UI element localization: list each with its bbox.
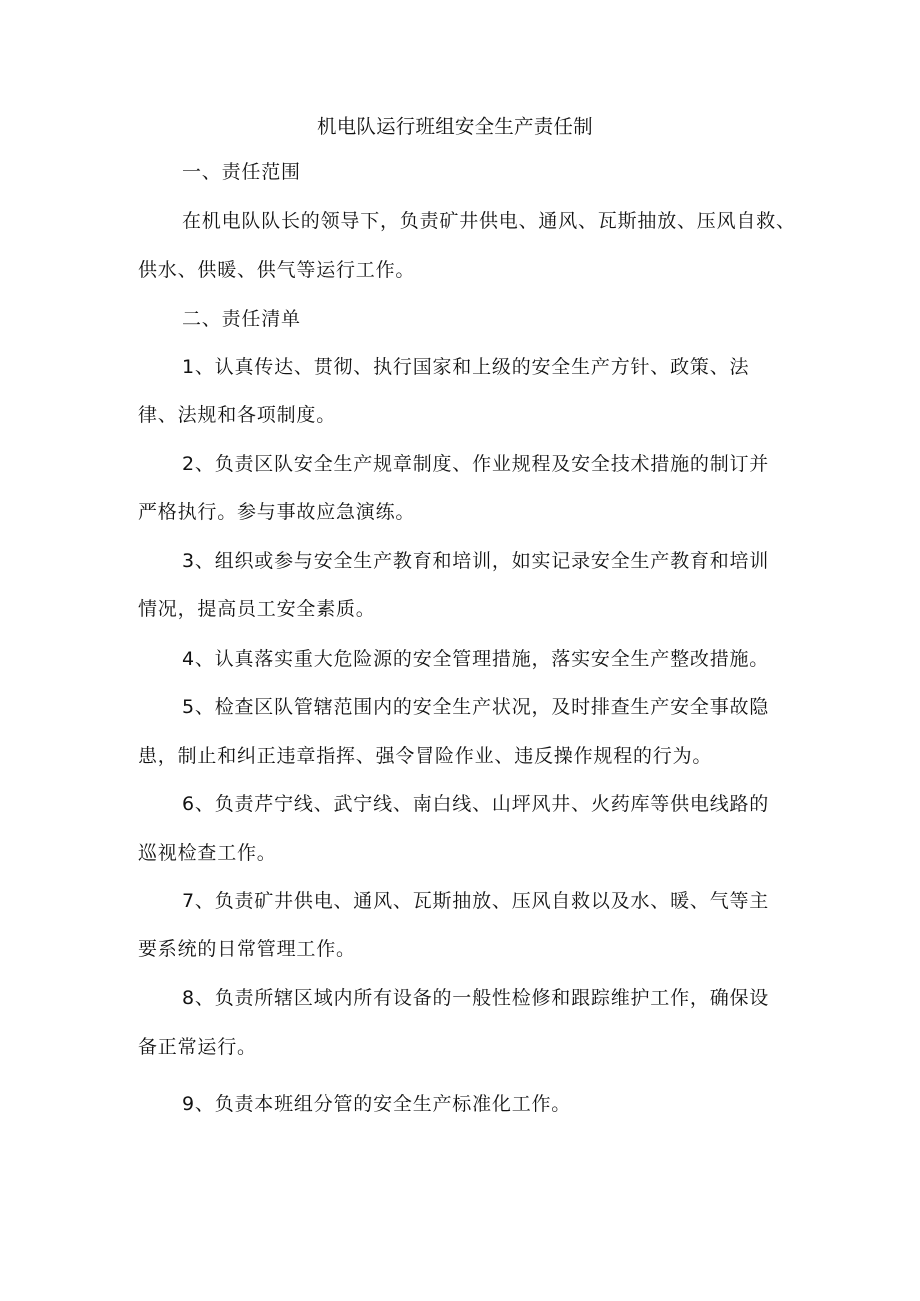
section-heading-scope: 一、责任范围	[182, 161, 301, 183]
scope-text-line-1: 在机电队队长的领导下，负责矿井供电、通风、瓦斯抽放、压风自救、	[182, 210, 796, 232]
list-item-6-line-1: 6、负责芹宁线、武宁线、南白线、山坪风井、火药库等供电线路的	[182, 793, 770, 815]
scope-text-line-2: 供水、供暖、供气等运行工作。	[138, 259, 416, 281]
list-item-7-line-2: 要系统的日常管理工作。	[138, 938, 356, 960]
list-item-8-line-1: 8、负责所辖区域内所有设备的一般性检修和跟踪维护工作，确保设	[182, 987, 770, 1009]
section-heading-list: 二、责任清单	[182, 308, 301, 330]
list-item-2-line-1: 2、负责区队安全生产规章制度、作业规程及安全技术措施的制订并	[182, 453, 770, 475]
list-item-6-line-2: 巡视检查工作。	[138, 842, 277, 864]
list-item-4-line-1: 4、认真落实重大危险源的安全管理措施，落实安全生产整改措施。	[182, 648, 770, 670]
list-item-5-line-1: 5、检查区队管辖范围内的安全生产状况，及时排查生产安全事故隐	[182, 696, 770, 718]
list-item-5-line-2: 患，制止和纠正违章指挥、强令冒险作业、违反操作规程的行为。	[138, 745, 713, 767]
list-item-2-line-2: 严格执行。参与事故应急演练。	[138, 501, 416, 523]
list-item-1-line-2: 律、法规和各项制度。	[138, 404, 337, 426]
list-item-7-line-1: 7、负责矿井供电、通风、瓦斯抽放、压风自救以及水、暖、气等主	[182, 890, 770, 912]
list-item-3-line-2: 情况，提高员工安全素质。	[138, 598, 376, 620]
list-item-8-line-2: 备正常运行。	[138, 1036, 257, 1058]
list-item-9-line-1: 9、负责本班组分管的安全生产标准化工作。	[182, 1093, 572, 1115]
list-item-1-line-1: 1、认真传达、贯彻、执行国家和上级的安全生产方针、政策、法	[182, 356, 750, 378]
list-item-3-line-1: 3、组织或参与安全生产教育和培训，如实记录安全生产教育和培训	[182, 550, 770, 572]
document-title: 机电队运行班组安全生产责任制	[317, 115, 593, 138]
